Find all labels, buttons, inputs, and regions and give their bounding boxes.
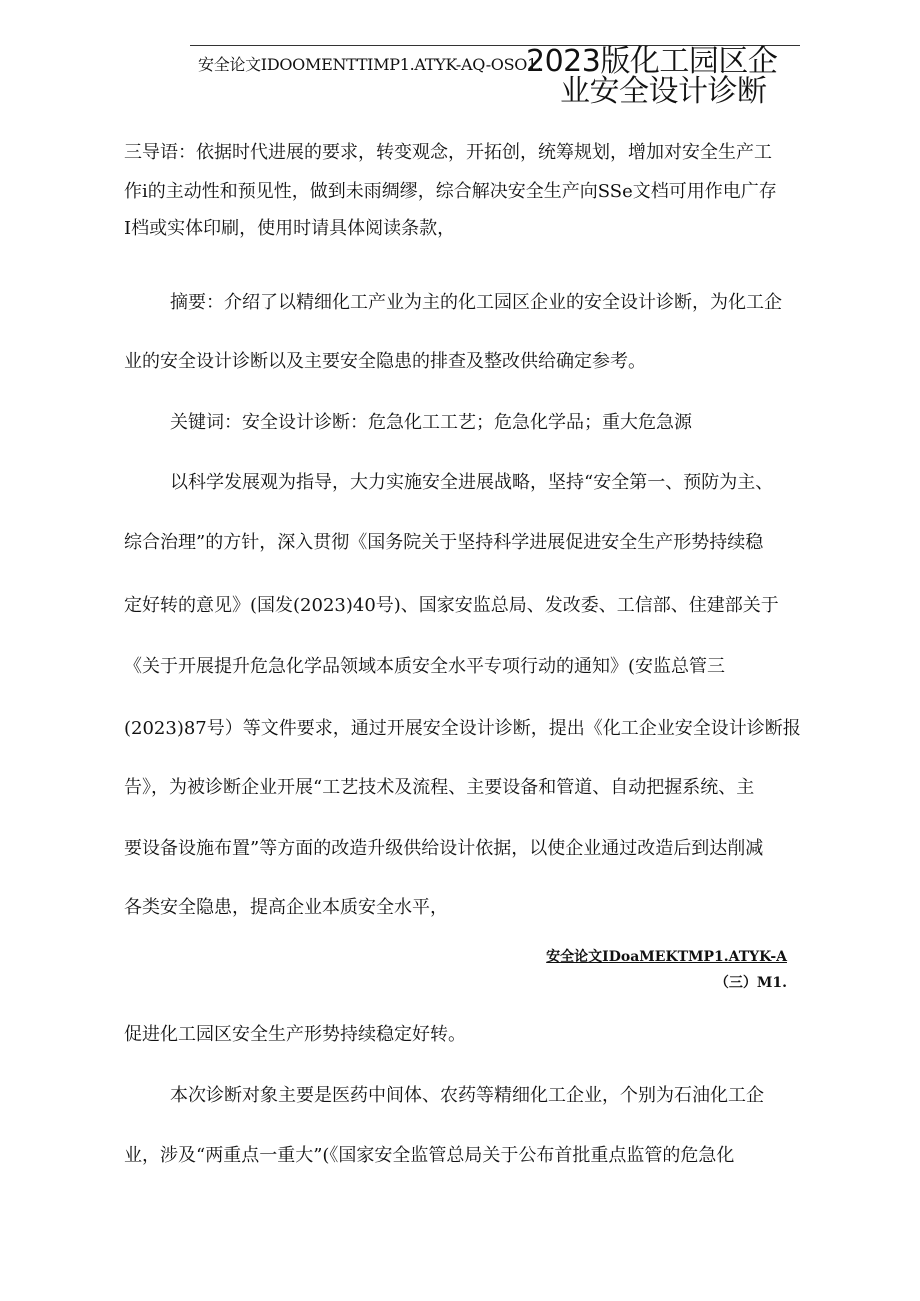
header-doc-id: 安全论文IDOOMENTTIMP1.ATYK-AQ-OSO1. bbox=[198, 55, 542, 74]
intro-line-2: 作i的主动性和预见性，做到未雨绸缪，综合解决安全生产向SSe文档可用作电广存 bbox=[124, 181, 777, 202]
body-line-4: 《关于开展提升危急化学品领域本质安全水平专项行动的通知》(安监总管三 bbox=[124, 656, 726, 677]
page-footer-number: （三）M1. bbox=[714, 975, 787, 991]
page-footer-id: 安全论文IDoaMEKTMP1.ATYK-A bbox=[546, 949, 787, 965]
abstract-line-1: 摘要：介绍了以精细化工产业为主的化工园区企业的安全设计诊断，为化工企 bbox=[170, 292, 782, 313]
body-line-11: 业，涉及“两重点一重大”(《国家安全监管总局关于公布首批重点监管的危急化 bbox=[124, 1145, 735, 1166]
intro-line-3: I档或实体印刷，使用时请具体阅读条款， bbox=[124, 218, 456, 239]
intro-line-1: 三导语：依据时代进展的要求，转变观念，开拓创，统筹规划，增加对安全生产工 bbox=[124, 142, 772, 163]
body-line-5: (2023)87号）等文件要求，通过开展安全设计诊断，提出《化工企业安全设计诊断报 bbox=[124, 718, 801, 739]
header-title-line-1: 2023版化工园区企 bbox=[526, 44, 778, 79]
header-title-line-2: 业安全设计诊断 bbox=[560, 74, 767, 109]
body-line-2: 综合治理”的方针，深入贯彻《国务院关于坚持科学进展促进安全生产形势持续稳 bbox=[124, 532, 764, 553]
body-line-9: 促进化工园区安全生产形势持续稳定好转。 bbox=[124, 1024, 466, 1045]
body-line-3: 定好转的意见》(国发(2023)40号)、国家安监总局、发改委、工信部、住建部关于 bbox=[124, 595, 779, 616]
abstract-line-2: 业的安全设计诊断以及主要安全隐患的排查及整改供给确定参考。 bbox=[124, 351, 646, 372]
body-line-1: 以科学发展观为指导，大力实施安全进展战略，坚持“安全第一、预防为主、 bbox=[170, 472, 774, 493]
keywords-line: 关键词：安全设计诊断：危急化工工艺；危急化学品；重大危急源 bbox=[170, 412, 692, 433]
body-line-7: 要设备设施布置”等方面的改造升级供给设计依据，以使企业通过改造后到达削减 bbox=[124, 838, 764, 859]
body-line-10: 本次诊断对象主要是医药中间体、农药等精细化工企业，个别为石油化工企 bbox=[170, 1085, 764, 1106]
body-line-6: 告》，为被诊断企业开展“工艺技术及流程、主要设备和管道、自动把握系统、主 bbox=[124, 777, 755, 798]
body-line-8: 各类安全隐患，提高企业本质安全水平， bbox=[124, 897, 448, 918]
